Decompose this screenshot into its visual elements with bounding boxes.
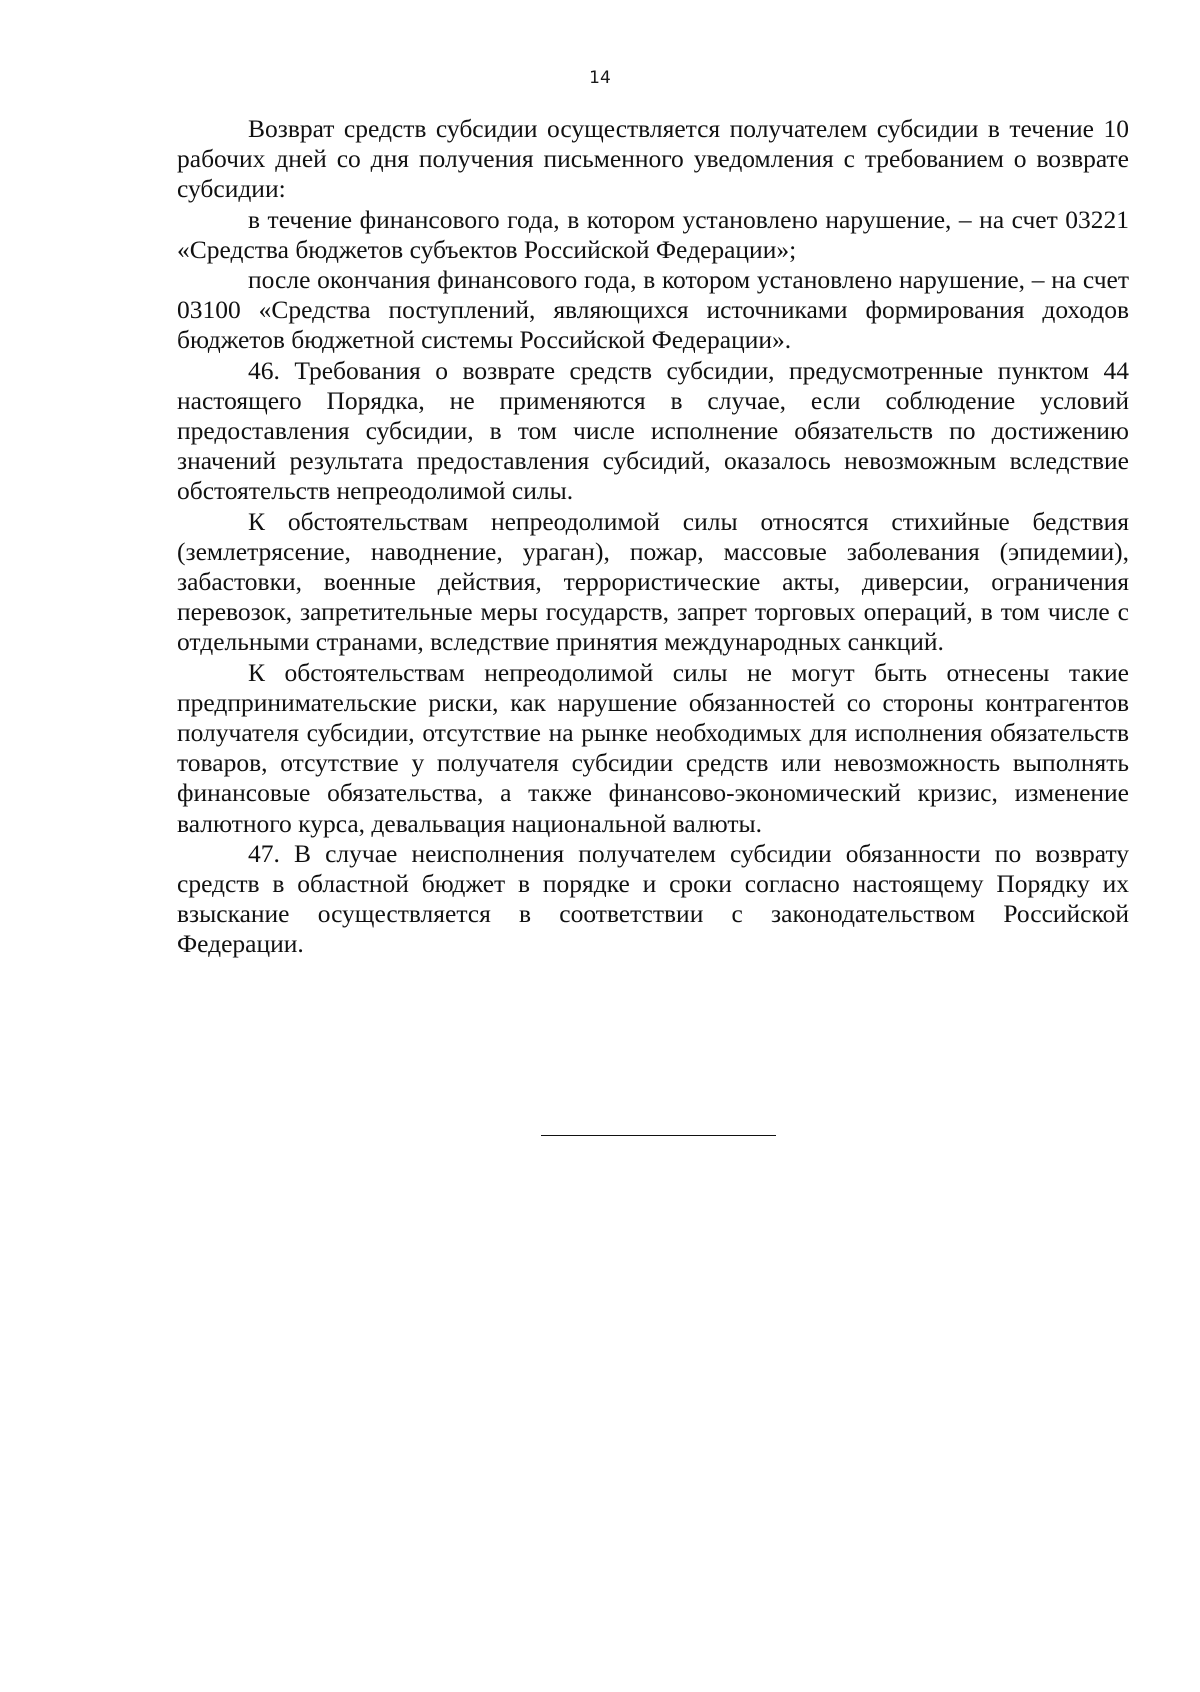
paragraph-force-majeure-list: К обстоятельствам непреодолимой силы относятся стихийные бедствия (землетрясение, наводнение, ураган), пожар, массовые заболевания (эпидемии), забастовки, военные действия, террористические акты, диверсии, ограничения перевозок, запретительные меры государств, запрет торговых операций, в том числе с отдельными странами, вследствие принятия международных санкций. [177, 506, 1129, 657]
end-of-document-rule [541, 1135, 776, 1136]
document-body [177, 114, 1129, 960]
paragraph-item-46: 46. Требования о возврате средств субсидии, предусмотренные пунктом 44 настоящего Порядка, не применяются в случае, если соблюдение условий предоставления субсидии, в том числе исполнение обязательств по достижению значений результата предоставления субсидий, оказалось невозможным вследствие обстоятельств непреодолимой силы. [177, 355, 1129, 506]
paragraph-refund-after-year: после окончания финансового года, в котором установлено нарушение, – на счет 03100 «Средства поступлений, являющихся источниками формирования доходов бюджетов бюджетной системы Российской Федерации». [177, 265, 1129, 355]
paragraph-refund-current-year: в течение финансового года, в котором установлено нарушение, – на счет 03221 «Средства бюджетов субъектов Российской Федерации»; [177, 204, 1129, 264]
paragraph-item-47: 47. В случае неисполнения получателем субсидии обязанности по возврату средств в областной бюджет в порядке и сроки согласно настоящему Порядку их взыскание осуществляется в соответствии с законодательством Российской Федерации. [177, 838, 1129, 959]
page-number: 14 [589, 68, 611, 88]
paragraph-refund-procedure: Возврат средств субсидии осуществляется получателем субсидии в течение 10 рабочих дней со дня получения письменного уведомления с требованием о возврате субсидии: [177, 114, 1129, 204]
paragraph-business-risks: К обстоятельствам непреодолимой силы не могут быть отнесены такие предпринимательские риски, как нарушение обязанностей со стороны контрагентов получателя субсидии, отсутствие на рынке необходимых для исполнения обязательств товаров, отсутствие у получателя субсидии средств или невозможность выполнять финансовые обязательства, а также финансово-экономический кризис, изменение валютного курса, девальвация национальной валюты. [177, 657, 1129, 838]
